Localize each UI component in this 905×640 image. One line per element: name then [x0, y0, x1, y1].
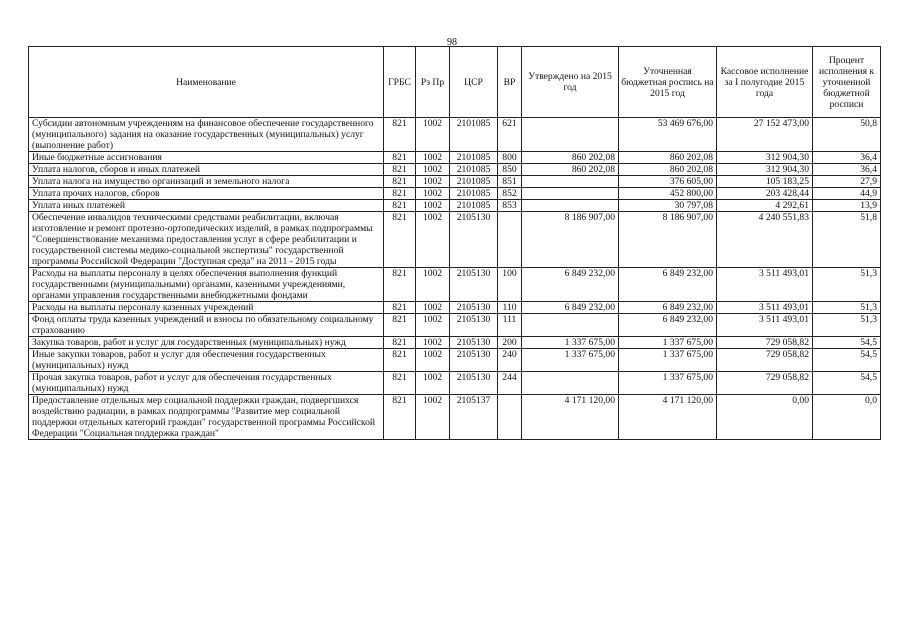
cell-approved	[522, 188, 619, 200]
cell-csr: 2101085	[450, 200, 498, 212]
cell-refined: 6 849 232,00	[619, 302, 717, 314]
table-row	[29, 164, 881, 176]
cell-name: Уплата прочих налогов, сборов	[29, 188, 384, 200]
cell-rzpr: 1002	[416, 200, 450, 212]
cell-refined: 1 337 675,00	[619, 372, 717, 395]
cell-approved	[522, 176, 619, 188]
cell-vr: 851	[498, 176, 522, 188]
cell-name: Иные закупки товаров, работ и услуг для обеспечения государственных (муниципальных) нужд	[29, 349, 384, 372]
table-row	[29, 395, 881, 440]
cell-vr: 100	[498, 268, 522, 302]
cell-csr: 2105130	[450, 349, 498, 372]
cell-rzpr: 1002	[416, 349, 450, 372]
cell-cash: 203 428,44	[717, 188, 813, 200]
cell-percent: 51,3	[813, 268, 881, 302]
cell-cash: 312 904,30	[717, 164, 813, 176]
header-cash: Кассовое исполнение за I полугодие 2015 года	[717, 47, 813, 118]
table-body	[29, 118, 881, 440]
header-grbs: ГРБС	[384, 47, 416, 118]
cell-rzpr: 1002	[416, 118, 450, 152]
cell-name: Расходы на выплаты персоналу казенных учреждений	[29, 302, 384, 314]
cell-grbs: 821	[384, 200, 416, 212]
cell-grbs: 821	[384, 212, 416, 268]
cell-cash: 3 511 493,01	[717, 302, 813, 314]
header-refined: Уточненная бюджетная роспись на 2015 год	[619, 47, 717, 118]
cell-grbs: 821	[384, 176, 416, 188]
cell-vr: 240	[498, 349, 522, 372]
cell-cash: 4 240 551,83	[717, 212, 813, 268]
cell-approved: 1 337 675,00	[522, 349, 619, 372]
cell-name: Иные бюджетные ассигнования	[29, 152, 384, 164]
header-csr: ЦСР	[450, 47, 498, 118]
table-row	[29, 212, 881, 268]
cell-vr: 244	[498, 372, 522, 395]
cell-rzpr: 1002	[416, 268, 450, 302]
cell-csr: 2105130	[450, 268, 498, 302]
cell-percent: 50,8	[813, 118, 881, 152]
cell-rzpr: 1002	[416, 188, 450, 200]
cell-csr: 2101085	[450, 188, 498, 200]
cell-cash: 729 058,82	[717, 372, 813, 395]
table-row	[29, 349, 881, 372]
cell-refined: 4 171 120,00	[619, 395, 717, 440]
cell-approved: 860 202,08	[522, 152, 619, 164]
cell-vr	[498, 395, 522, 440]
cell-cash: 729 058,82	[717, 337, 813, 349]
cell-cash: 0,00	[717, 395, 813, 440]
cell-percent: 51,3	[813, 302, 881, 314]
cell-csr: 2105130	[450, 372, 498, 395]
cell-vr: 800	[498, 152, 522, 164]
cell-approved: 860 202,08	[522, 164, 619, 176]
cell-name: Закупка товаров, работ и услуг для государственных (муниципальных) нужд	[29, 337, 384, 349]
cell-percent: 27,9	[813, 176, 881, 188]
budget-execution-table	[28, 46, 881, 440]
cell-approved: 6 849 232,00	[522, 268, 619, 302]
table-row	[29, 372, 881, 395]
cell-percent: 54,5	[813, 372, 881, 395]
cell-percent: 54,5	[813, 337, 881, 349]
cell-csr: 2101085	[450, 176, 498, 188]
cell-name: Расходы на выплаты персоналу в целях обеспечения выполнения функций государственными (муниципальными) органами, казенными учреждениями, органами управления государственными внебюджетными фондами	[29, 268, 384, 302]
header-name: Наименование	[29, 47, 384, 118]
cell-percent: 36,4	[813, 152, 881, 164]
page-number: 98	[447, 37, 457, 48]
cell-refined: 8 186 907,00	[619, 212, 717, 268]
cell-vr: 110	[498, 302, 522, 314]
cell-approved	[522, 200, 619, 212]
cell-grbs: 821	[384, 349, 416, 372]
cell-approved	[522, 372, 619, 395]
cell-name: Уплата иных платежей	[29, 200, 384, 212]
cell-approved	[522, 118, 619, 152]
cell-grbs: 821	[384, 372, 416, 395]
cell-approved: 8 186 907,00	[522, 212, 619, 268]
cell-refined: 30 797,08	[619, 200, 717, 212]
cell-percent: 54,5	[813, 349, 881, 372]
table-row	[29, 314, 881, 337]
cell-vr: 852	[498, 188, 522, 200]
cell-grbs: 821	[384, 395, 416, 440]
cell-rzpr: 1002	[416, 337, 450, 349]
cell-cash: 27 152 473,00	[717, 118, 813, 152]
cell-grbs: 821	[384, 188, 416, 200]
cell-csr: 2101085	[450, 118, 498, 152]
cell-cash: 3 511 493,01	[717, 268, 813, 302]
cell-rzpr: 1002	[416, 395, 450, 440]
cell-csr: 2105130	[450, 302, 498, 314]
cell-grbs: 821	[384, 302, 416, 314]
cell-csr: 2101085	[450, 152, 498, 164]
cell-grbs: 821	[384, 314, 416, 337]
cell-cash: 729 058,82	[717, 349, 813, 372]
cell-csr: 2101085	[450, 164, 498, 176]
cell-grbs: 821	[384, 118, 416, 152]
cell-cash: 3 511 493,01	[717, 314, 813, 337]
cell-refined: 1 337 675,00	[619, 337, 717, 349]
table-row	[29, 337, 881, 349]
cell-approved: 6 849 232,00	[522, 302, 619, 314]
cell-percent: 0,0	[813, 395, 881, 440]
cell-rzpr: 1002	[416, 302, 450, 314]
cell-refined: 53 469 676,00	[619, 118, 717, 152]
cell-cash: 312 904,30	[717, 152, 813, 164]
table-row	[29, 302, 881, 314]
cell-csr: 2105130	[450, 314, 498, 337]
cell-refined: 6 849 232,00	[619, 268, 717, 302]
cell-grbs: 821	[384, 268, 416, 302]
cell-refined: 376 605,00	[619, 176, 717, 188]
cell-percent: 51,8	[813, 212, 881, 268]
cell-rzpr: 1002	[416, 212, 450, 268]
cell-approved: 1 337 675,00	[522, 337, 619, 349]
cell-vr: 853	[498, 200, 522, 212]
cell-percent: 51,3	[813, 314, 881, 337]
cell-vr: 850	[498, 164, 522, 176]
table-row	[29, 118, 881, 152]
cell-vr	[498, 212, 522, 268]
cell-grbs: 821	[384, 164, 416, 176]
cell-grbs: 821	[384, 337, 416, 349]
cell-name: Прочая закупка товаров, работ и услуг для обеспечения государственных (муниципальных) нужд	[29, 372, 384, 395]
cell-name: Уплата налогов, сборов и иных платежей	[29, 164, 384, 176]
cell-name: Предоставление отдельных мер социальной поддержки граждан, подвергшихся воздействию радиации, в рамках подпрограммы "Развитие мер социальной поддержки отдельных категорий граждан" государственной программы Российской Федерации "Социальная поддержка граждан"	[29, 395, 384, 440]
cell-vr: 200	[498, 337, 522, 349]
cell-approved: 4 171 120,00	[522, 395, 619, 440]
cell-rzpr: 1002	[416, 152, 450, 164]
cell-rzpr: 1002	[416, 176, 450, 188]
cell-cash: 4 292,61	[717, 200, 813, 212]
cell-name: Субсидии автономным учреждениям на финансовое обеспечение государственного (муниципального) задания на оказание государственных (муниципальных) услуг (выполнение работ)	[29, 118, 384, 152]
header-rzpr: Рз Пр	[416, 47, 450, 118]
table-row	[29, 200, 881, 212]
table-row	[29, 152, 881, 164]
cell-cash: 105 183,25	[717, 176, 813, 188]
cell-vr: 621	[498, 118, 522, 152]
cell-csr: 2105130	[450, 212, 498, 268]
cell-vr: 111	[498, 314, 522, 337]
cell-name: Уплата налога на имущество организаций и земельного налога	[29, 176, 384, 188]
cell-csr: 2105137	[450, 395, 498, 440]
cell-refined: 1 337 675,00	[619, 349, 717, 372]
cell-approved	[522, 314, 619, 337]
cell-refined: 6 849 232,00	[619, 314, 717, 337]
table-row	[29, 188, 881, 200]
cell-refined: 860 202,08	[619, 164, 717, 176]
cell-name: Обеспечение инвалидов техническими средствами реабилитации, включая изготовление и ремонт протезно-ортопедических изделий, в рамках подпрограммы "Совершенствование механизма предоставления услуг в сфере реабилитации и государственной системы медико-социальной экспертизы" государственной программы Российской Федерации "Доступная среда" на 2011 - 2015 годы	[29, 212, 384, 268]
table-row	[29, 268, 881, 302]
table-row	[29, 176, 881, 188]
cell-rzpr: 1002	[416, 164, 450, 176]
cell-rzpr: 1002	[416, 314, 450, 337]
cell-percent: 44,9	[813, 188, 881, 200]
cell-csr: 2105130	[450, 337, 498, 349]
cell-refined: 452 800,00	[619, 188, 717, 200]
header-percent: Процент исполнения к уточненной бюджетной росписи	[813, 47, 881, 118]
cell-percent: 36,4	[813, 164, 881, 176]
cell-percent: 13,9	[813, 200, 881, 212]
header-approved: Утверждено на 2015 год	[522, 47, 619, 118]
cell-grbs: 821	[384, 152, 416, 164]
header-vr: ВР	[498, 47, 522, 118]
table-header-row	[29, 47, 881, 118]
cell-rzpr: 1002	[416, 372, 450, 395]
cell-refined: 860 202,08	[619, 152, 717, 164]
cell-name: Фонд оплаты труда казенных учреждений и взносы по обязательному социальному страхованию	[29, 314, 384, 337]
